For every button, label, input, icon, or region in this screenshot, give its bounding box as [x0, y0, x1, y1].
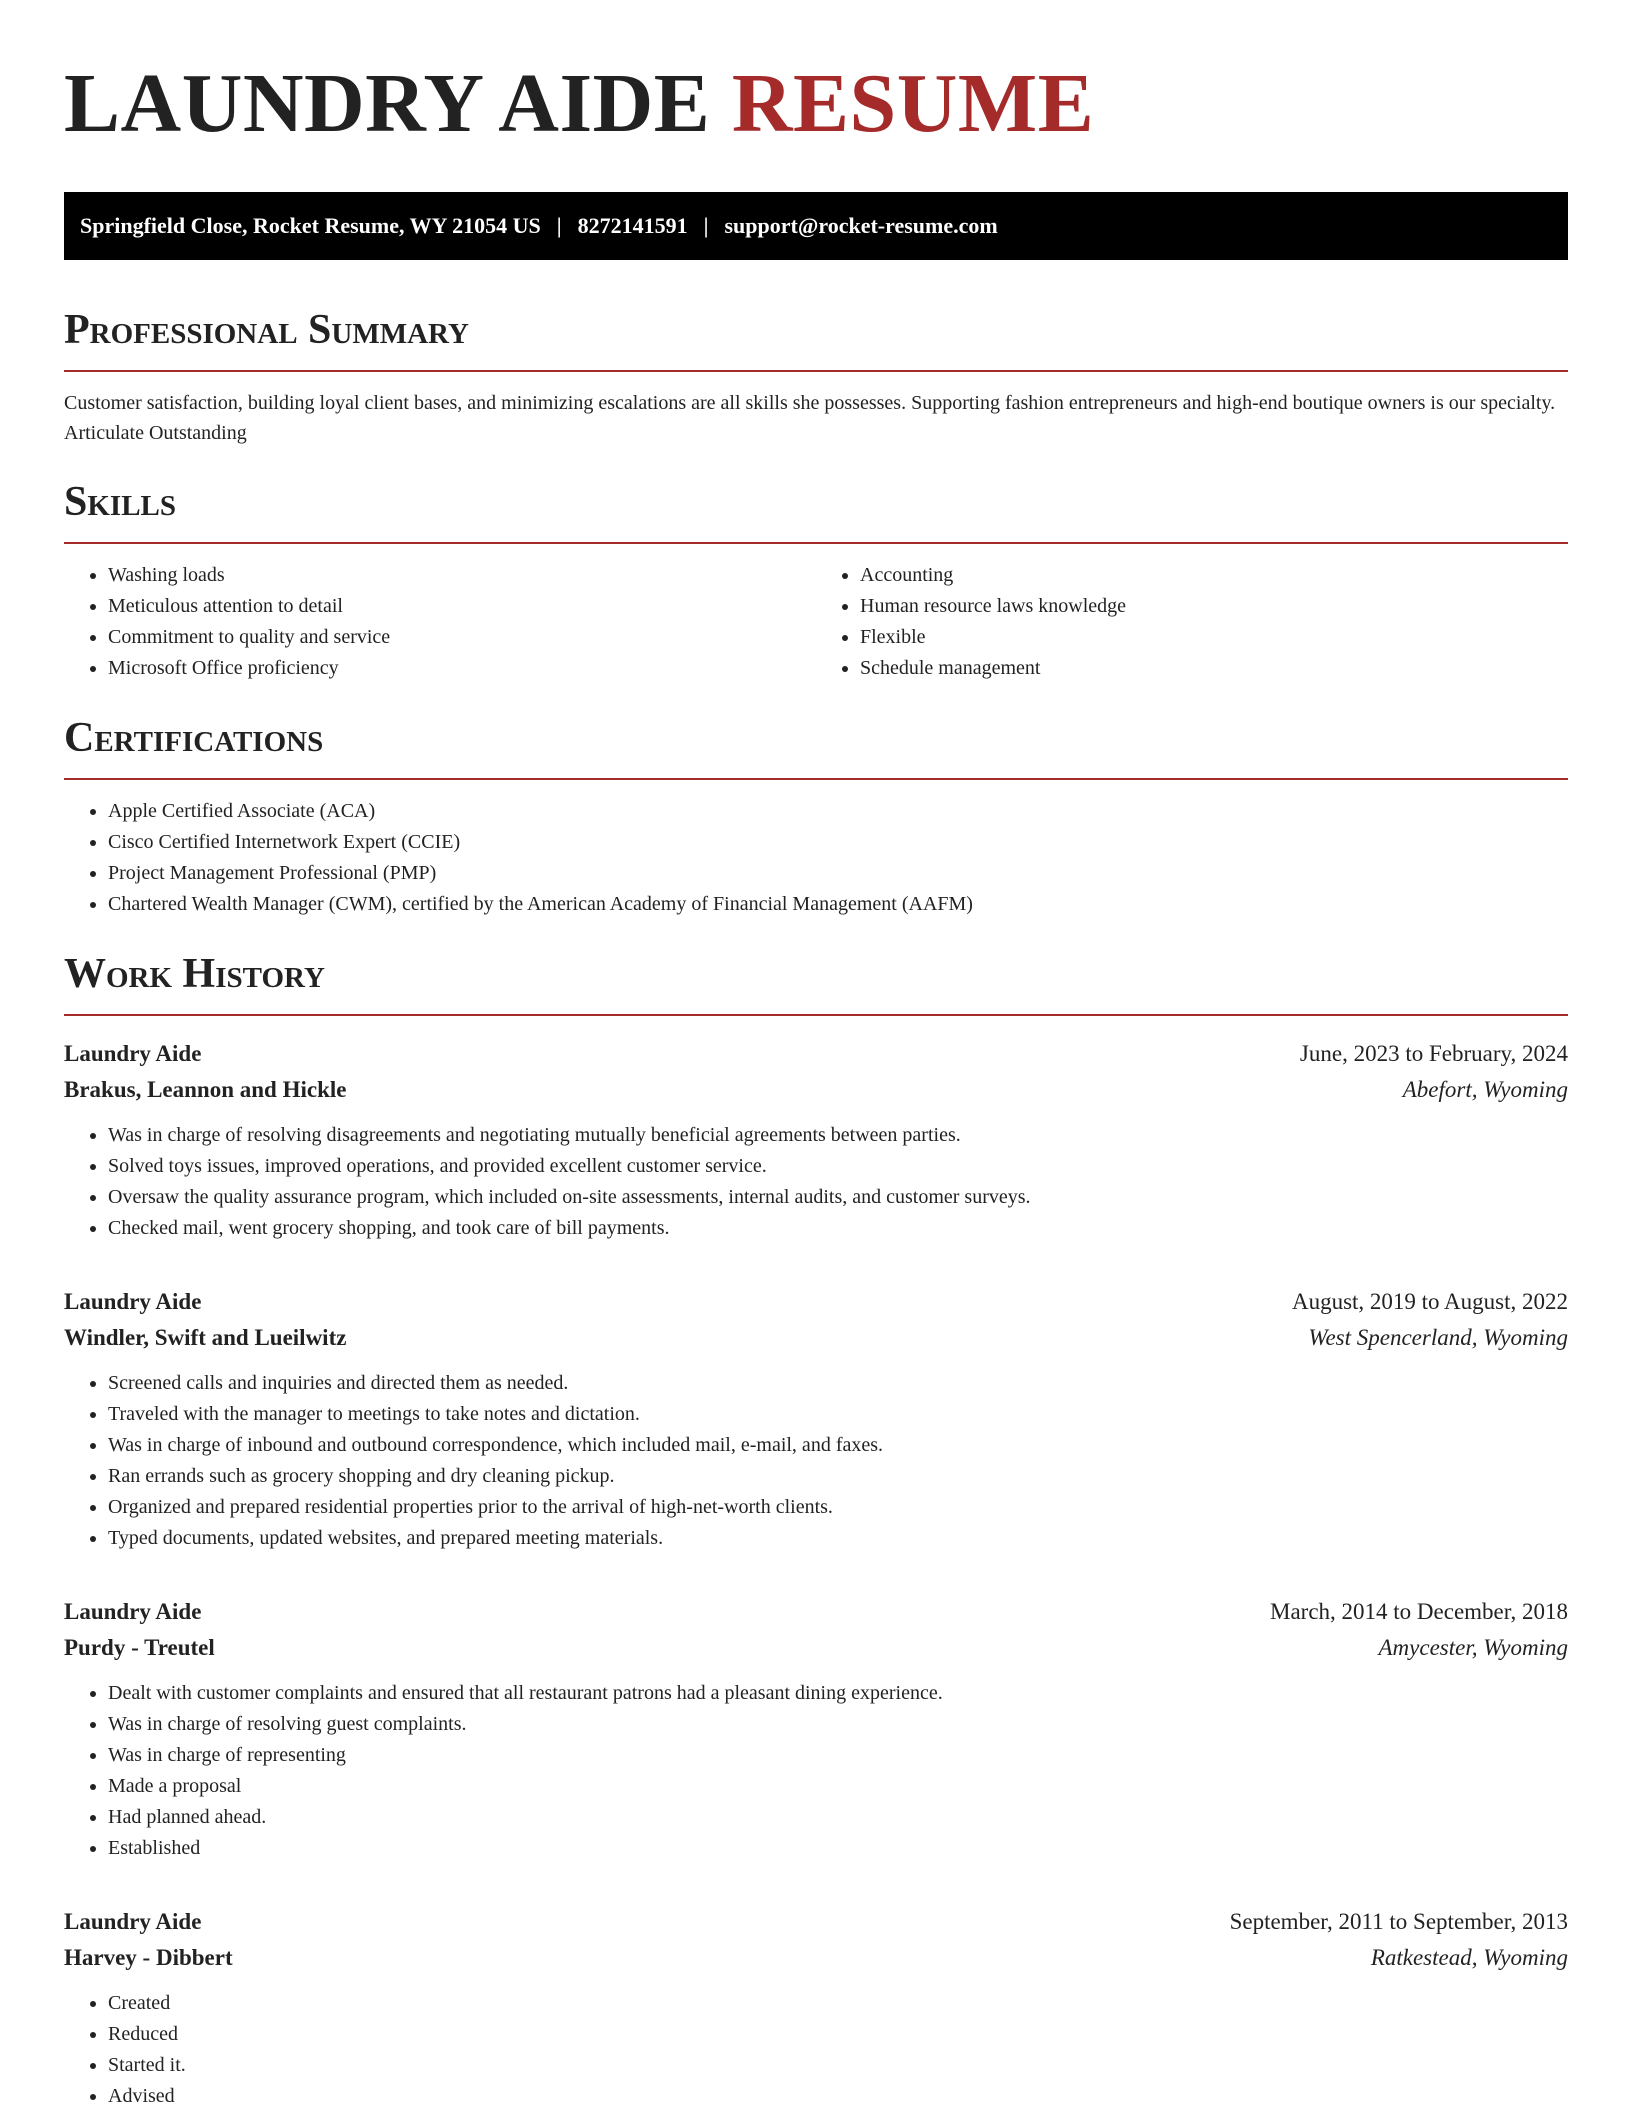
job-location: Ratkestead, Wyoming	[1370, 1945, 1568, 1970]
job-location: West Spencerland, Wyoming	[1308, 1325, 1568, 1350]
certification-item: • Chartered Wealth Manager (CWM), certified by the American Academy of Financial Management (AAFM)	[108, 889, 1568, 920]
contact-separator: |	[556, 213, 562, 238]
skills-list-left	[64, 560, 816, 684]
skill-item: • Human resource laws knowledge	[860, 591, 1568, 622]
skills-heading: Skills	[64, 476, 1568, 544]
skill-item: • Accounting	[860, 560, 1568, 591]
skill-item: • Meticulous attention to detail	[108, 591, 816, 622]
job-company-row	[64, 1630, 1568, 1666]
job-entry	[64, 1036, 1568, 1244]
summary-heading: Professional Summary	[64, 304, 1568, 372]
job-duties	[64, 1988, 1568, 2112]
title-accent: RESUME	[731, 57, 1095, 150]
skills-section	[64, 476, 1568, 684]
contact-bar	[64, 192, 1568, 260]
resume-title	[64, 58, 1568, 150]
work-history-heading: Work History	[64, 948, 1568, 1016]
certifications-section	[64, 712, 1568, 920]
job-header-row	[64, 1904, 1568, 1940]
job-duty: • Was in charge of resolving disagreements and negotiating mutually beneficial agreements between parties.	[108, 1120, 1568, 1151]
job-duty: • Was in charge of representing	[108, 1740, 1568, 1771]
job-duty: • Reduced	[108, 2019, 1568, 2050]
summary-section	[64, 304, 1568, 448]
job-dates: June, 2023 to February, 2024	[1299, 1041, 1568, 1066]
skill-item: • Washing loads	[108, 560, 816, 591]
skills-grid	[64, 560, 1568, 684]
job-duty: • Was in charge of resolving guest complaints.	[108, 1709, 1568, 1740]
skills-list-right	[816, 560, 1568, 684]
job-duty: • Was in charge of inbound and outbound correspondence, which included mail, e-mail, and faxes.	[108, 1430, 1568, 1461]
job-company: Windler, Swift and Lueilwitz	[64, 1325, 347, 1350]
job-duty: • Traveled with the manager to meetings to take notes and dictation.	[108, 1399, 1568, 1430]
job-header-row	[64, 1284, 1568, 1320]
work-history-section	[64, 948, 1568, 2112]
job-title: Laundry Aide	[64, 1289, 202, 1314]
certification-item: • Project Management Professional (PMP)	[108, 858, 1568, 889]
job-company: Harvey - Dibbert	[64, 1945, 233, 1970]
job-duty: • Started it.	[108, 2050, 1568, 2081]
job-header-row	[64, 1036, 1568, 1072]
job-location: Amycester, Wyoming	[1378, 1635, 1568, 1660]
certification-item: • Apple Certified Associate (ACA)	[108, 796, 1568, 827]
contact-separator: |	[703, 213, 709, 238]
job-duty: • Organized and prepared residential properties prior to the arrival of high-net-worth clients.	[108, 1492, 1568, 1523]
job-header-row	[64, 1594, 1568, 1630]
job-duty: • Advised	[108, 2081, 1568, 2112]
job-duty: • Screened calls and inquiries and directed them as needed.	[108, 1368, 1568, 1399]
job-location: Abefort, Wyoming	[1402, 1077, 1568, 1102]
contact-phone: 8272141591	[577, 213, 688, 238]
job-company: Purdy - Treutel	[64, 1635, 215, 1660]
skill-item: • Schedule management	[860, 653, 1568, 684]
job-entry	[64, 1594, 1568, 1864]
job-company-row	[64, 1072, 1568, 1108]
job-dates: March, 2014 to December, 2018	[1270, 1599, 1568, 1624]
job-duty: • Solved toys issues, improved operations, and provided excellent customer service.	[108, 1151, 1568, 1182]
skill-item: • Commitment to quality and service	[108, 622, 816, 653]
job-duties	[64, 1120, 1568, 1244]
job-company: Brakus, Leannon and Hickle	[64, 1077, 347, 1102]
summary-text: Customer satisfaction, building loyal client bases, and minimizing escalations are all skills she possesses. Supporting fashion entrepreneurs and high-end boutique owners is our specialty. Articulate Outstanding	[64, 392, 1556, 444]
certification-item: • Cisco Certified Internetwork Expert (CCIE)	[108, 827, 1568, 858]
job-title: Laundry Aide	[64, 1041, 202, 1066]
job-title: Laundry Aide	[64, 1599, 202, 1624]
job-duty: • Established	[108, 1833, 1568, 1864]
job-duty: • Checked mail, went grocery shopping, and took care of bill payments.	[108, 1213, 1568, 1244]
resume-page	[64, 0, 1568, 2112]
job-duties	[64, 1368, 1568, 1554]
job-entry	[64, 1904, 1568, 2112]
job-dates: August, 2019 to August, 2022	[1291, 1289, 1568, 1314]
job-entry	[64, 1284, 1568, 1554]
job-dates: September, 2011 to September, 2013	[1229, 1909, 1568, 1934]
skill-item: • Microsoft Office proficiency	[108, 653, 816, 684]
certifications-list	[64, 796, 1568, 920]
job-duty: • Oversaw the quality assurance program, which included on-site assessments, internal audits, and customer surveys.	[108, 1182, 1568, 1213]
job-duty: • Made a proposal	[108, 1771, 1568, 1802]
certifications-heading: Certifications	[64, 712, 1568, 780]
job-duty: • Created	[108, 1988, 1568, 2019]
contact-address: Springfield Close, Rocket Resume, WY 21054 US	[80, 213, 541, 238]
contact-email: support@rocket-resume.com	[724, 213, 998, 238]
job-duty: • Had planned ahead.	[108, 1802, 1568, 1833]
job-title: Laundry Aide	[64, 1909, 202, 1934]
job-company-row	[64, 1940, 1568, 1976]
job-duty: • Ran errands such as grocery shopping and dry cleaning pickup.	[108, 1461, 1568, 1492]
job-duties	[64, 1678, 1568, 1864]
job-company-row	[64, 1320, 1568, 1356]
job-duty: • Typed documents, updated websites, and prepared meeting materials.	[108, 1523, 1568, 1554]
title-main: LAUNDRY AIDE	[64, 57, 711, 150]
job-duty: • Dealt with customer complaints and ensured that all restaurant patrons had a pleasant dining experience.	[108, 1678, 1568, 1709]
skill-item: • Flexible	[860, 622, 1568, 653]
